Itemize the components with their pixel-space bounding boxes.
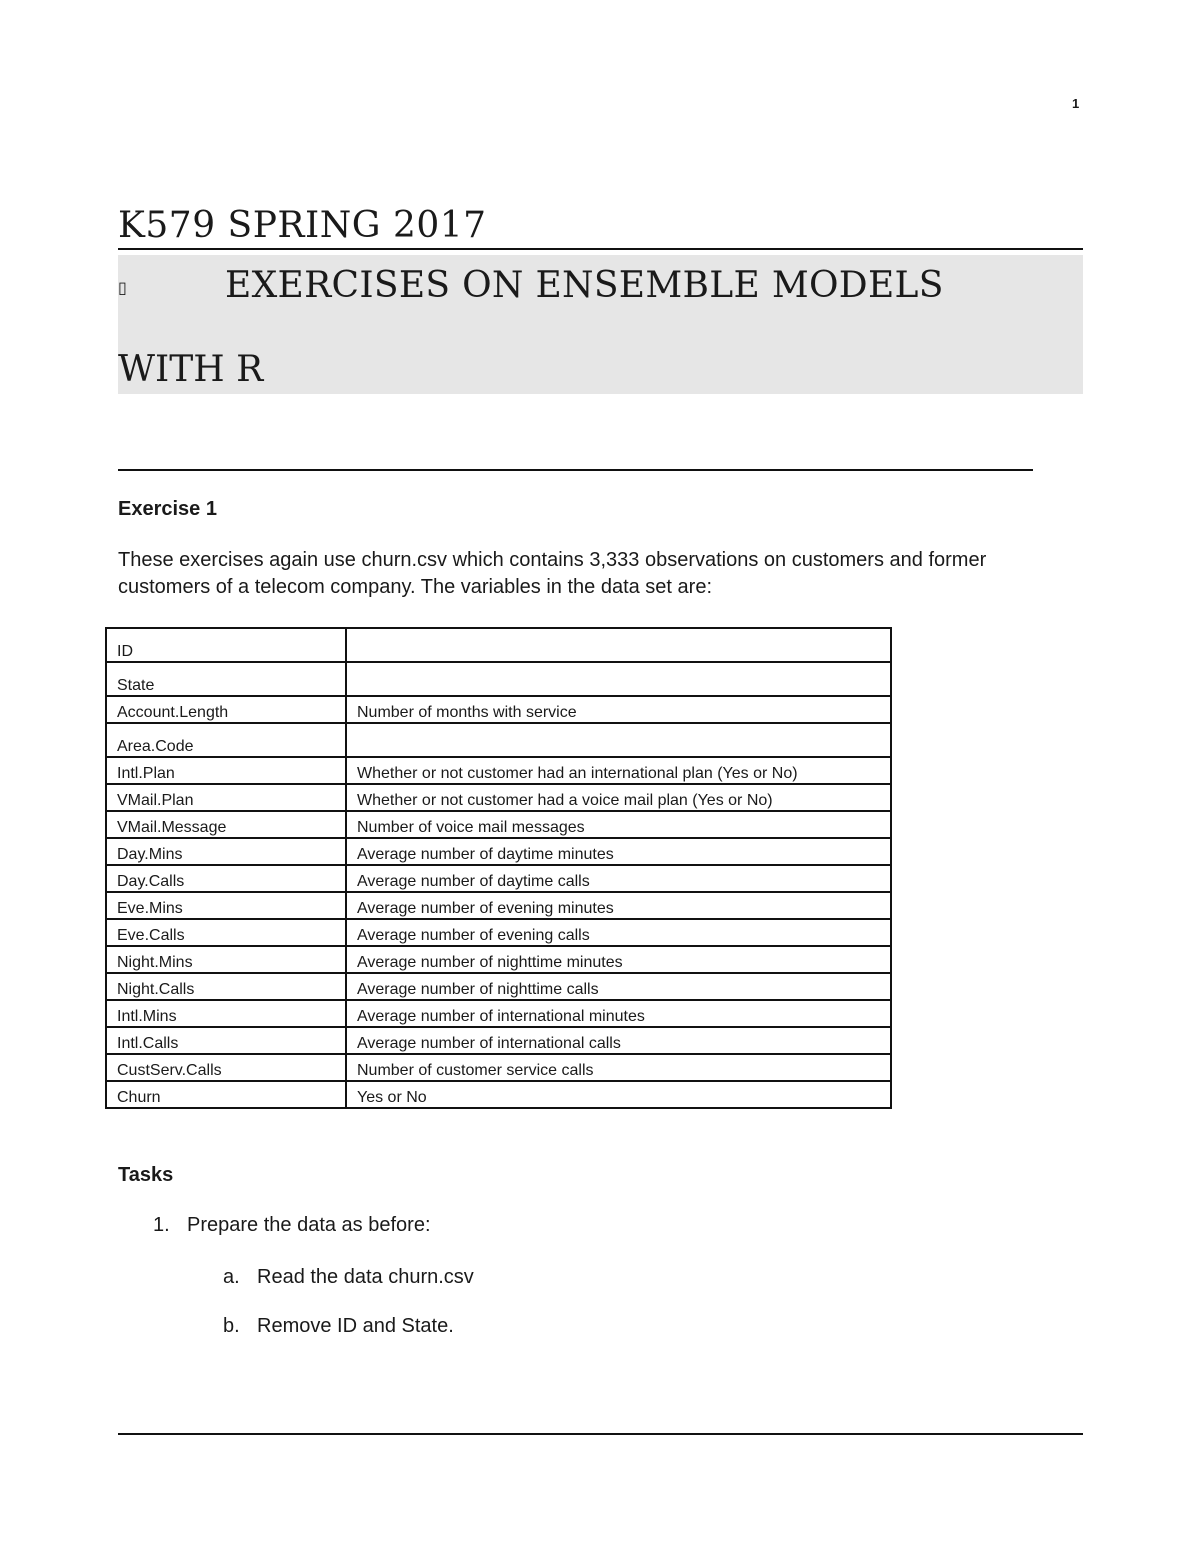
task-text: Remove ID and State. xyxy=(257,1315,454,1337)
variable-description-cell: Number of voice mail messages xyxy=(346,811,891,838)
task-marker: a. xyxy=(223,1266,240,1288)
variable-description-cell: Average number of nighttime calls xyxy=(346,973,891,1000)
variable-name-cell: Area.Code xyxy=(106,723,346,757)
variable-name-cell: Night.Calls xyxy=(106,973,346,1000)
variable-name-cell: Intl.Calls xyxy=(106,1027,346,1054)
table-row xyxy=(106,1081,891,1108)
variable-description-cell xyxy=(346,662,891,696)
variable-description-cell: Yes or No xyxy=(346,1081,891,1108)
tasks-heading: Tasks xyxy=(118,1164,174,1186)
table-row xyxy=(106,973,891,1000)
title-banner xyxy=(118,255,1083,394)
variable-description-cell: Average number of evening calls xyxy=(346,919,891,946)
table-row xyxy=(106,1054,891,1081)
variable-name-cell: Intl.Plan xyxy=(106,757,346,784)
variable-name-cell: Intl.Mins xyxy=(106,1000,346,1027)
variable-description-cell: Average number of daytime minutes xyxy=(346,838,891,865)
variable-name-cell: Churn xyxy=(106,1081,346,1108)
table-row xyxy=(106,784,891,811)
task-subitem xyxy=(223,1265,474,1289)
table-row xyxy=(106,757,891,784)
table-row xyxy=(106,723,891,757)
task-marker: b. xyxy=(223,1315,240,1337)
table-row xyxy=(106,946,891,973)
table-row xyxy=(106,865,891,892)
footer-rule xyxy=(118,1433,1083,1435)
variable-description-cell: Whether or not customer had a voice mail plan (Yes or No) xyxy=(346,784,891,811)
variable-description-cell xyxy=(346,628,891,662)
variable-description-cell: Average number of evening minutes xyxy=(346,892,891,919)
page-number: 1 xyxy=(1072,96,1080,111)
variable-description-cell: Average number of international minutes xyxy=(346,1000,891,1027)
variable-description-cell: Average number of nighttime minutes xyxy=(346,946,891,973)
variable-name-cell: VMail.Plan xyxy=(106,784,346,811)
table-row xyxy=(106,811,891,838)
task-text: Prepare the data as before: xyxy=(187,1214,431,1236)
course-title: K579 SPRING 2017 xyxy=(118,205,487,246)
table-row xyxy=(106,892,891,919)
banner-title-line1: EXERCISES ON ENSEMBLE MODELS xyxy=(225,265,944,306)
variable-name-cell: Night.Mins xyxy=(106,946,346,973)
title-rule xyxy=(118,248,1083,250)
bullet-glyph-icon: ▯ xyxy=(118,278,127,297)
variable-name-cell: State xyxy=(106,662,346,696)
variable-description-cell: Average number of international calls xyxy=(346,1027,891,1054)
task-text: Read the data churn.csv xyxy=(257,1266,474,1288)
exercise-heading: Exercise 1 xyxy=(118,498,217,520)
variable-name-cell: Day.Calls xyxy=(106,865,346,892)
variable-description-cell: Average number of daytime calls xyxy=(346,865,891,892)
table-row xyxy=(106,628,891,662)
variable-description-cell: Number of months with service xyxy=(346,696,891,723)
variable-name-cell: Eve.Mins xyxy=(106,892,346,919)
variable-name-cell: ID xyxy=(106,628,346,662)
task-item xyxy=(153,1213,431,1237)
section-divider xyxy=(118,469,1033,471)
variable-name-cell: VMail.Message xyxy=(106,811,346,838)
variable-description-cell: Whether or not customer had an international plan (Yes or No) xyxy=(346,757,891,784)
banner-title-line2: WITH R xyxy=(118,349,264,390)
intro-paragraph: These exercises again use churn.csv which contains 3,333 observations on customers and former customers of a telecom company. The variables in the data set are: xyxy=(118,549,987,598)
variable-name-cell: Day.Mins xyxy=(106,838,346,865)
table-row xyxy=(106,1000,891,1027)
table-row xyxy=(106,1027,891,1054)
table-row xyxy=(106,919,891,946)
variable-name-cell: Eve.Calls xyxy=(106,919,346,946)
table-row xyxy=(106,696,891,723)
table-row xyxy=(106,838,891,865)
variable-name-cell: Account.Length xyxy=(106,696,346,723)
task-marker: 1. xyxy=(153,1214,170,1236)
table-row xyxy=(106,662,891,696)
task-subitem xyxy=(223,1314,454,1338)
variable-description-cell xyxy=(346,723,891,757)
variables-table xyxy=(105,627,892,1109)
variable-name-cell: CustServ.Calls xyxy=(106,1054,346,1081)
variable-description-cell: Number of customer service calls xyxy=(346,1054,891,1081)
